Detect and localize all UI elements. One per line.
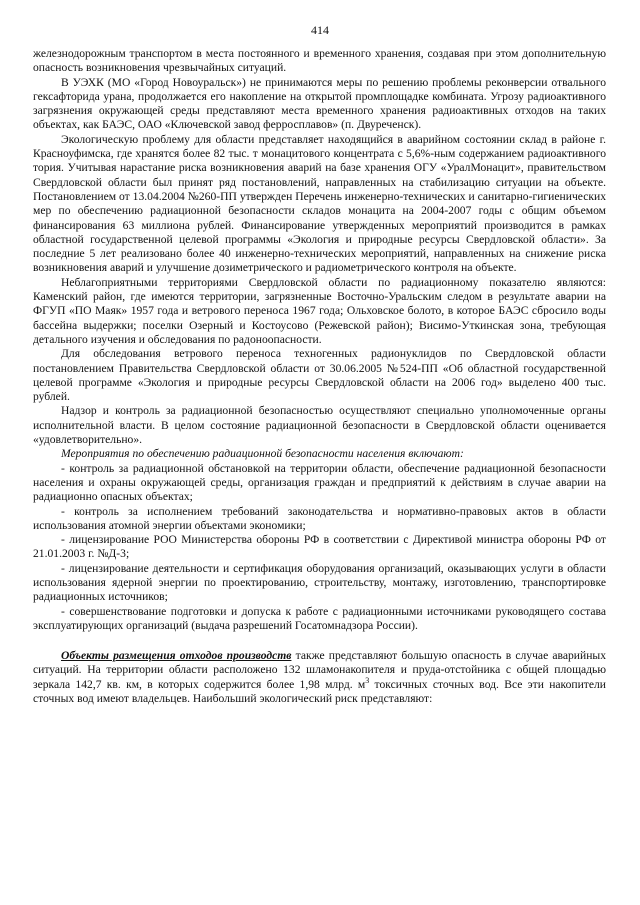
paragraph-supervision: Надзор и контроль за радиационной безопасностью осуществляют специально уполномоченные органы исполнительной власти. В целом состояние радиационной безопасности в Свердловской области оценивается «удовлетворительно». bbox=[33, 404, 606, 447]
paragraph-continuation: железнодорожным транспортом в места постоянного и временного хранения, создавая при этом дополнительную опасность возникновения чрезвычайных ситуаций. bbox=[33, 47, 606, 75]
paragraph-waste-objects bbox=[33, 649, 606, 706]
measure-item: - лицензирование деятельности и сертификация оборудования организаций, оказывающих услуги в области использования ядерной энергии по проектированию, строительству, монтажу, изготовлению, транспортировке радиационных источников; bbox=[33, 561, 606, 604]
measures-heading: Мероприятия по обеспечению радиационной безопасности населения включают: bbox=[61, 447, 464, 461]
measure-item: - контроль за исполнением требований законодательства и нормативно-правовых актов в области использования атомной энергии объектами экономики; bbox=[33, 504, 606, 532]
measure-item: - лицензирование РОО Министерства обороны РФ в соответствии с Директивой министра обороны РФ от 21.01.2003 г. №Д-3; bbox=[33, 533, 606, 561]
waste-objects-heading: Объекты размещения отходов производств bbox=[61, 649, 292, 663]
paragraph-monazite: Экологическую проблему для области представляет находящийся в аварийном состоянии склад в районе г. Красноуфимска, где хранятся более 82 тыс. т монацитового концентрата с 5,6%-ным содержанием радиоактивного тория. Учитывая нарастание риска возникновения аварий на базе хранения ОГУ «УралМонацит», правительством Свердловской области был принят ряд постановлений, направленных на стабилизацию ситуации на объекте. Постановлением от 13.04.2004 №260-ПП утвержден Перечень инженерно-технических и санитарно-гигиенических мер по обеспечению радиационной безопасности складов монацита на 2004-2007 годы с общим объемом финансирования 63 миллиона рублей. Финансирование утвержденных мероприятий производится в рамках областной государственной целевой программы «Экология и природные ресурсы Свердловской области». За последние 5 лет реализовано более 40 инженерно-технических мероприятий, направленных на снижение риска возникновения аварий и улучшение дозиметрического и радиометрического контроля на объекте. bbox=[33, 132, 606, 275]
cubic-superscript: 3 bbox=[365, 675, 370, 685]
waste-objects-text-1: также представляют большую опасность в случае аварийных ситуаций. На территории области расположено 132 шламонакопителя и пруда-отстойника с общей площадью зеркала 142,7 кв. км, в которых содержится более 1,98 млрд. м bbox=[33, 649, 606, 691]
waste-objects-text-2: токсичных сточных вод. Все эти накопители сточных вод имеют владельцев. Наибольший экологический риск представляют: bbox=[33, 677, 606, 706]
paragraph-wind-transfer: Для обследования ветрового переноса техногенных радионуклидов по Свердловской области постановлением Правительства Свердловской области от 30.06.2005 №524-ПП «Об областной государственной целевой программе «Экология и природные ресурсы Свердловской области на 2006 год» выделено 400 тыс. рублей. bbox=[33, 347, 606, 404]
measure-item: - контроль за радиационной обстановкой на территории области, обеспечение радиационной безопасности населения и охраны окружающей среды, организация граждан и предприятий к действиям в случае аварии на радиационно опасных объектах; bbox=[33, 461, 606, 504]
document-body bbox=[33, 47, 606, 706]
measure-item: - совершенствование подготовки и допуска к работе с радиационными источниками руководящего состава эксплуатирующих организаций (выдача разрешений Госатомнадзора России). bbox=[33, 604, 606, 632]
section-gap bbox=[33, 633, 606, 649]
page-number: 414 bbox=[311, 23, 329, 37]
paragraph-unfavorable-territories: Неблагоприятными территориями Свердловской области по радиационному показателю являются: Каменский район, где имеются территории, загрязненные Восточно-Уральским следом в результате аварии на ФГУП «ПО Маяк» 1957 года и ветрового переноса 1967 года; Ольховское болото, в которое БАЭС сбросило воды бассейна выдержки; поселки Озерный и Костоусово (Режевской район); Висимо-Уткинская зона, требующая детального изучения и обследования по радоноопасности. bbox=[33, 275, 606, 346]
paragraph-ueхk: В УЭХК (МО «Город Новоуральск») не принимаются меры по решению проблемы реконверсии отвального гексафторида урана, продолжается его накопление на открытой промплощадке комбината. Угрозу радиоактивного загрязнения окружающей среды представляют места временного хранения радиоактивных отходов на таких объектах, как БАЭС, ОАО «Ключевской завод ферросплавов» (п. Двуреченск). bbox=[33, 75, 606, 132]
